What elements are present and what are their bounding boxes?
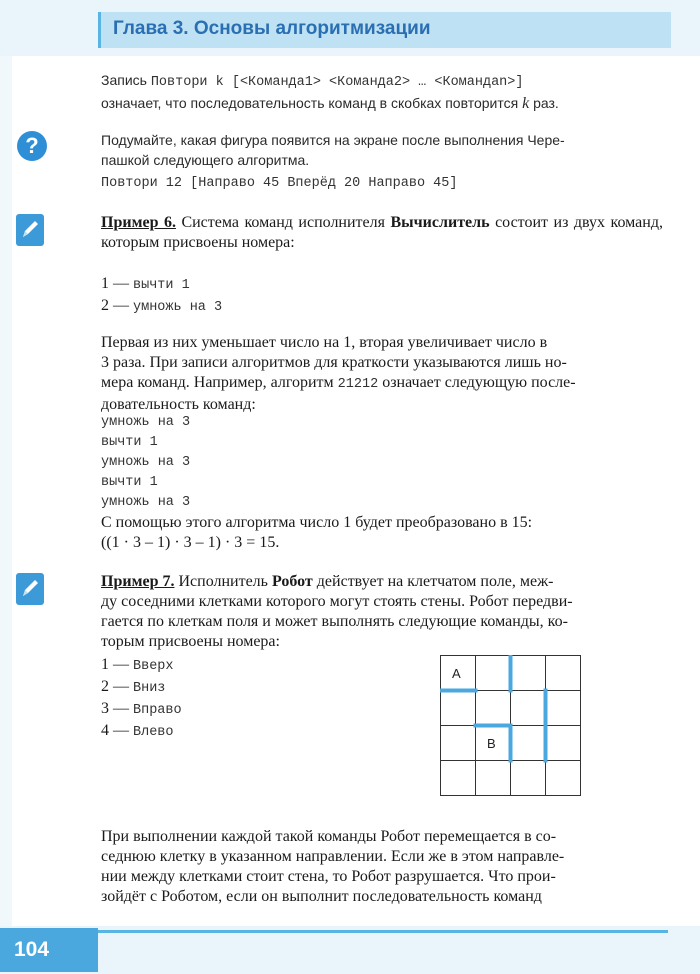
left-margin-strip bbox=[0, 56, 12, 926]
intro-paragraph: Запись Повтори k [<Команда1> <Команда2> … <Командаn>] означает, что последовательность команд в скобках повторится k раз. bbox=[101, 72, 559, 112]
turtle-code: Повтори 12 [Направо 45 Вперёд 20 Направо 45] bbox=[101, 176, 458, 191]
question-mark-icon: ? bbox=[17, 131, 47, 161]
closing-paragraph: При выполнении каждой такой команды Робот перемещается в со- седнюю клетку в указанном направлении. Если же в этом направле- нии между клетками стоит стена, то Робот разрушается. Что прои- зойдёт с Роботом, если он выполнит последовательность команд bbox=[101, 828, 565, 905]
footer-band bbox=[0, 926, 700, 974]
example6-commands bbox=[101, 274, 663, 318]
example6-explanation: Первая из них уменьшает число на 1, вторая увеличивает число в 3 раза. При записи алгоритмов для краткости указываются лишь но- мера команд. Например, алгоритм 21212 означает следующую после- довательность команд: bbox=[101, 334, 576, 413]
pencil-icon bbox=[16, 214, 44, 246]
cell-label-a: A bbox=[452, 666, 461, 681]
list-item: 2 — умножь на 3 bbox=[101, 297, 223, 315]
list-item: 1 — Вверх bbox=[101, 656, 174, 674]
robot-field-grid bbox=[440, 655, 582, 797]
chapter-title: Глава 3. Основы алгоритмизации bbox=[113, 18, 431, 39]
example7-commands bbox=[101, 655, 401, 743]
page-number-box bbox=[0, 928, 98, 972]
question-paragraph: Подумайте, какая фигура появится на экране после выполнения Чере- пашкой следующего алгоритма. Повтори 12 [Направо 45 Вперёд 20 Направо 45] bbox=[101, 130, 663, 194]
list-item: умножь на 3 bbox=[101, 415, 191, 430]
list-item: 3 — Вправо bbox=[101, 700, 182, 718]
page-number: 104 bbox=[14, 938, 50, 961]
example6-result: С помощью этого алгоритма число 1 будет преобразовано в 15: ((1 · 3 – 1) · 3 – 1) · 3 = 15. bbox=[101, 514, 533, 551]
list-item: вычти 1 bbox=[101, 435, 158, 450]
list-item: умножь на 3 bbox=[101, 495, 191, 510]
example6-intro: Пример 6. Система команд исполнителя Вычислитель состоит из двух команд, которым присвоены номера: bbox=[101, 214, 663, 251]
list-item: 1 — вычти 1 bbox=[101, 275, 190, 293]
example7-intro: Пример 7. Исполнитель Робот действует на клетчатом поле, меж- ду соседними клетками которого могут стоять стены. Робот передви- гается по клеткам поля и может выполнять следующие команды, ко- торым присвоены номера: bbox=[101, 573, 573, 650]
footer-line bbox=[98, 930, 668, 933]
list-item: 2 — Вниз bbox=[101, 678, 166, 696]
list-item: вычти 1 bbox=[101, 475, 158, 490]
repeat-syntax-code: Повтори k [<Команда1> <Команда2> … <Командаn>] bbox=[150, 75, 524, 90]
example6-algorithm bbox=[101, 413, 663, 513]
pencil-icon bbox=[16, 573, 44, 605]
chapter-header bbox=[98, 12, 671, 48]
list-item: умножь на 3 bbox=[101, 455, 191, 470]
cell-label-b: B bbox=[487, 736, 496, 751]
list-item: 4 — Влево bbox=[101, 722, 174, 740]
example7-title: Пример 7. bbox=[101, 573, 175, 590]
example6-title: Пример 6. bbox=[101, 214, 176, 231]
